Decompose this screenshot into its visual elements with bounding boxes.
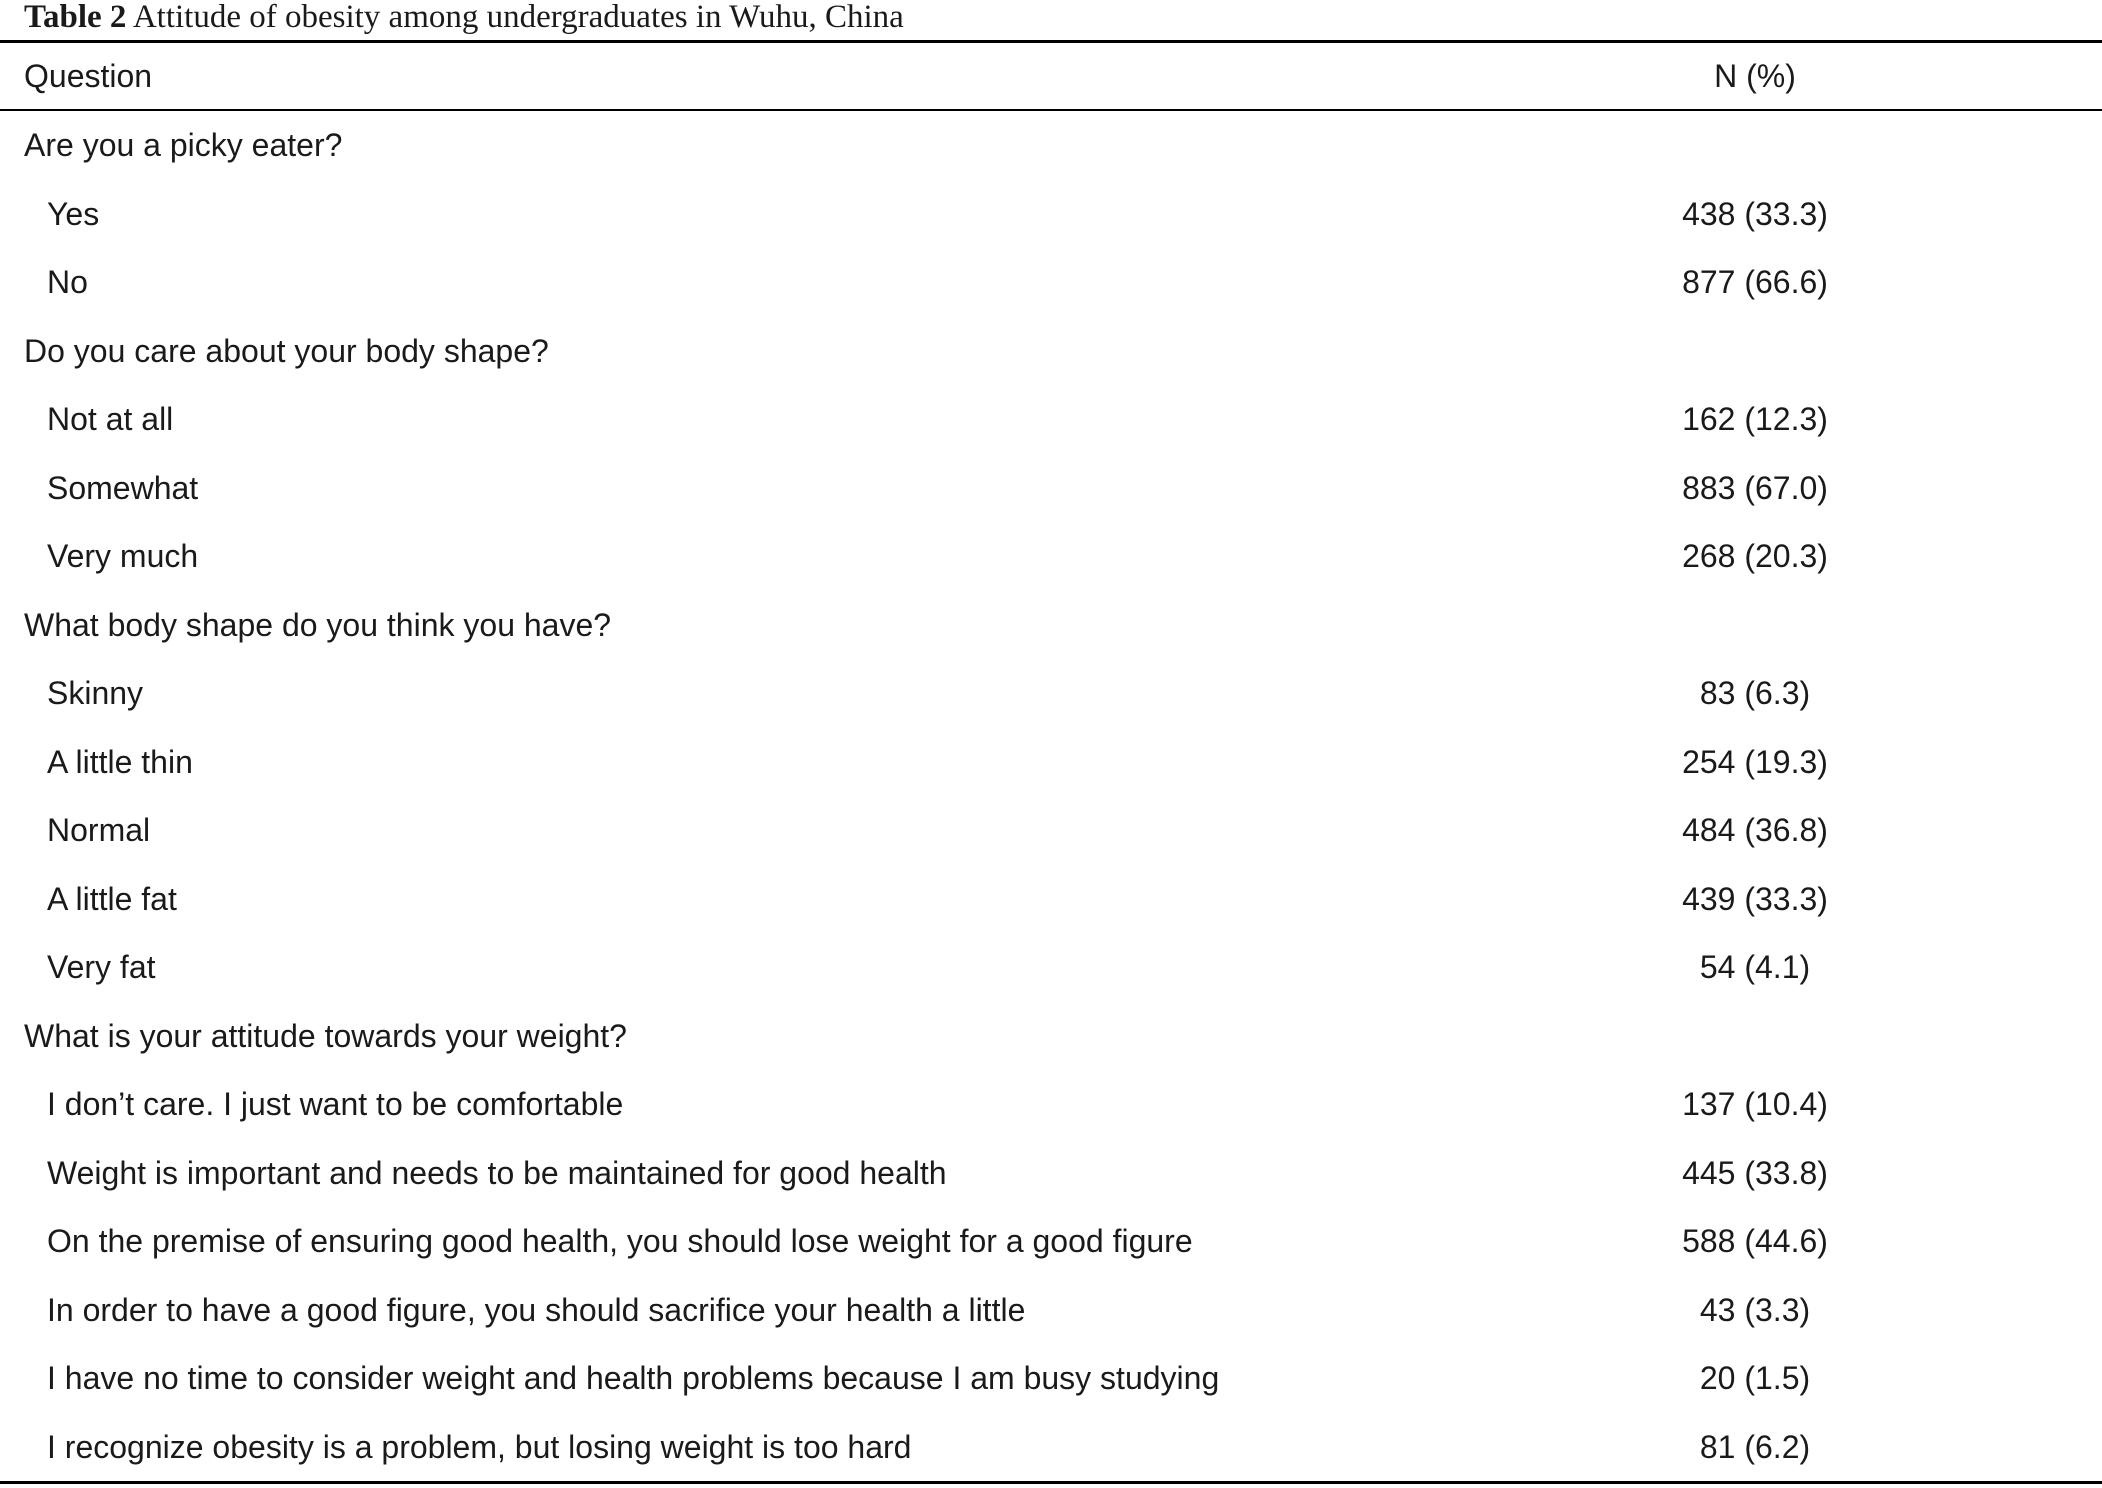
answer-row [0, 1070, 2102, 1138]
table-number: Table 2 [24, 0, 127, 35]
question-label: Do you care about your body shape? [24, 332, 549, 369]
header-n-percent: N (%) [1714, 58, 1796, 94]
n-percent-value: 137 (10.4) [1682, 1086, 1828, 1122]
question-label: What is your attitude towards your weight? [24, 1017, 627, 1054]
answer-label: Normal [47, 812, 151, 848]
table-header [0, 43, 2102, 109]
table-title: Attitude of obesity among undergraduates in Wuhu, China [132, 0, 904, 35]
answer-label: A little thin [47, 743, 193, 780]
n-percent-value: 54 (4.1) [1699, 949, 1811, 985]
n-percent-value: 20 (1.5) [1699, 1360, 1811, 1396]
answer-row [0, 1139, 2102, 1207]
n-percent-value: 83 (6.3) [1699, 675, 1811, 711]
question-row [0, 317, 2102, 385]
answer-label: I recognize obesity is a problem, but losing weight is too hard [47, 1428, 912, 1465]
answer-row [0, 659, 2102, 727]
question-label: Are you a picky eater? [24, 127, 343, 163]
table-caption [24, 0, 904, 38]
answer-row [0, 933, 2102, 1001]
answer-row [0, 248, 2102, 316]
question-label: What body shape do you think you have? [24, 606, 612, 643]
answer-row [0, 865, 2102, 933]
question-row [0, 591, 2102, 659]
question-row [0, 1002, 2102, 1070]
n-percent-value: 43 (3.3) [1699, 1291, 1811, 1328]
answer-row [0, 522, 2102, 590]
answer-row [0, 1207, 2102, 1275]
answer-label: Yes [47, 195, 100, 232]
answer-label: Skinny [47, 675, 144, 711]
n-percent-value: 588 (44.6) [1682, 1223, 1828, 1259]
n-percent-value: 162 (12.3) [1682, 401, 1828, 437]
answer-label: In order to have a good figure, you should sacrifice your health a little [47, 1291, 1026, 1328]
n-percent-value: 883 (67.0) [1682, 469, 1828, 506]
answer-label: I don’t care. I just want to be comfortable [47, 1086, 624, 1122]
answer-row [0, 180, 2102, 248]
answer-row [0, 728, 2102, 796]
bottom-rule [0, 1481, 2102, 1484]
question-row [0, 111, 2102, 179]
n-percent-value: 438 (33.3) [1682, 195, 1828, 232]
answer-label: Weight is important and needs to be maintained for good health [47, 1154, 947, 1191]
n-percent-value: 268 (20.3) [1682, 538, 1828, 574]
n-percent-value: 254 (19.3) [1682, 743, 1828, 780]
answer-row [0, 796, 2102, 864]
answer-label: I have no time to consider weight and health problems because I am busy studying [47, 1360, 1220, 1396]
answer-label: On the premise of ensuring good health, you should lose weight for a good figure [47, 1223, 1193, 1259]
answer-label: Very much [47, 538, 199, 574]
answer-row [0, 385, 2102, 453]
n-percent-value: 81 (6.2) [1699, 1428, 1811, 1465]
n-percent-value: 445 (33.8) [1682, 1154, 1828, 1191]
answer-label: Not at all [47, 401, 174, 437]
n-percent-value: 439 (33.3) [1682, 880, 1828, 917]
answer-label: Somewhat [47, 469, 199, 506]
answer-label: A little fat [47, 880, 177, 917]
answer-row [0, 1413, 2102, 1481]
n-percent-value: 877 (66.6) [1682, 264, 1828, 300]
answer-row [0, 1344, 2102, 1412]
answer-row [0, 1276, 2102, 1344]
answer-row [0, 454, 2102, 522]
answer-label: No [47, 264, 88, 300]
header-question: Question [24, 58, 153, 94]
n-percent-value: 484 (36.8) [1682, 812, 1828, 848]
answer-label: Very fat [47, 949, 156, 985]
